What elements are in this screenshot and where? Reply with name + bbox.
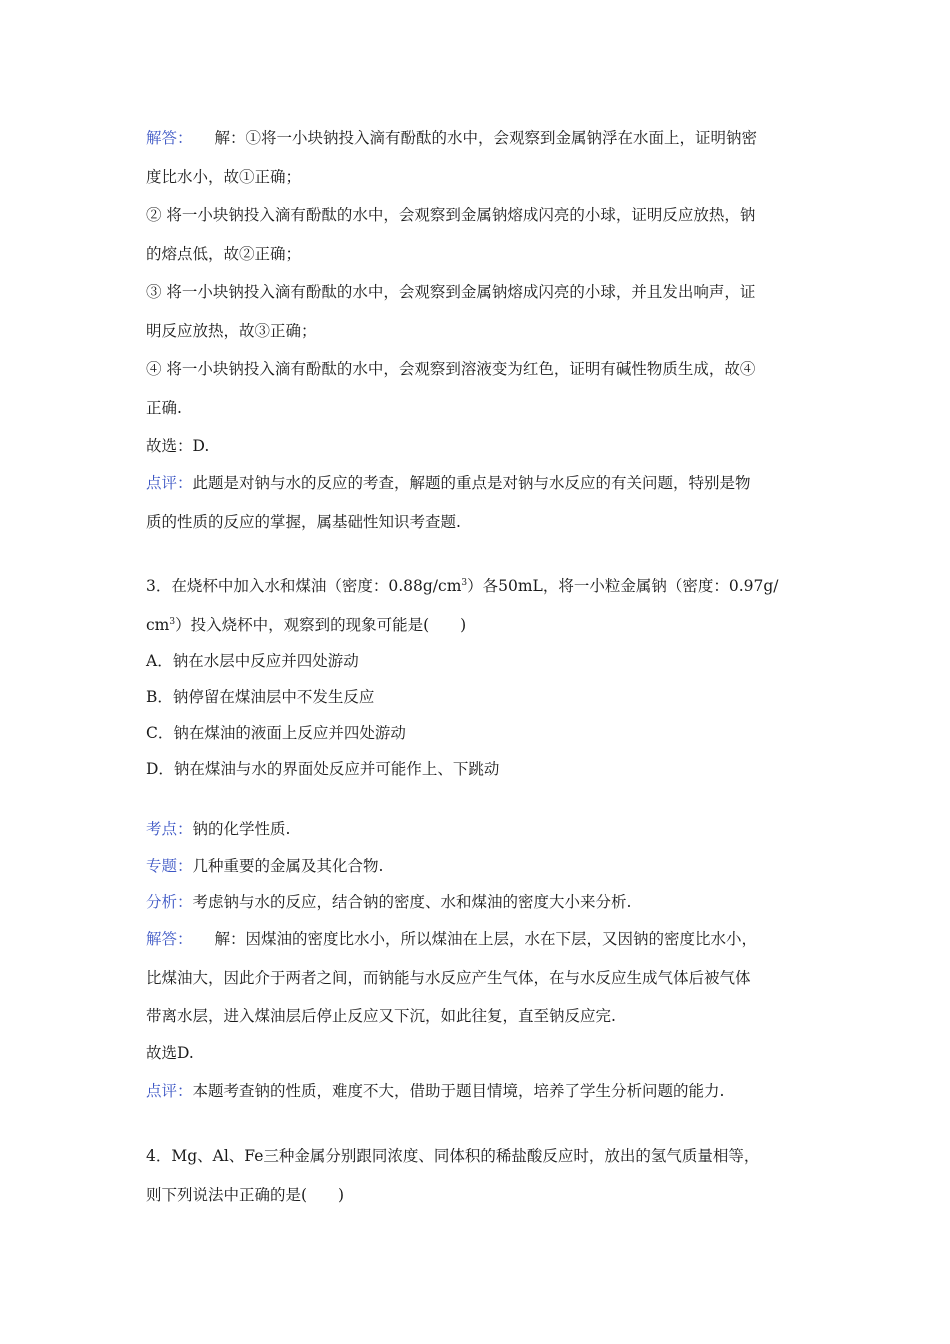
q2-answer-line-2: 度比水小，故①正确； [146, 168, 302, 186]
q3-stem-line-2 [146, 614, 826, 636]
superscript: 3 [461, 577, 468, 588]
q2-answer-line-8: 正确. [146, 399, 182, 417]
q3-topic [146, 855, 826, 877]
q3-option-b: B．钠停留在煤油层中不发生反应 [146, 688, 375, 706]
q3-option-a: A．钠在水层中反应并四处游动 [146, 652, 359, 670]
q2-answer-line-6: 明反应放热，故③正确； [146, 322, 317, 340]
q3-answer-line-1 [146, 928, 826, 950]
q3-choice: 故选D. [146, 1044, 194, 1062]
comment-label: 点评： [146, 1082, 193, 1100]
q2-answer-line-5: ③ 将一小块钠投入滴有酚酞的水中，会观察到金属钠熔成闪亮的小球，并且发出响声，证 [146, 283, 756, 301]
q3-stem-part: ）各50mL，将一小粒金属钠（密度：0.97g/ [467, 577, 779, 595]
q3-answer-line-3: 带离水层，进入煤油层后停止反应又下沉，如此往复，直至钠反应完. [146, 1007, 616, 1025]
q4-stem-line-1: 4．Mg、Al、Fe三种金属分别跟同浓度、同体积的稀盐酸反应时，放出的氢气质量相等， [146, 1147, 760, 1165]
topic-label: 专题： [146, 857, 193, 875]
q2-answer-line-3: ② 将一小块钠投入滴有酚酞的水中，会观察到金属钠熔成闪亮的小球，证明反应放热，钠 [146, 206, 756, 224]
answer-label: 解答： [146, 129, 193, 147]
comment-text: 本题考查钠的性质，难度不大，借助于题目情境，培养了学生分析问题的能力. [192, 1082, 725, 1100]
q2-answer-line-4: 的熔点低，故②正确； [146, 245, 302, 263]
q3-stem-line-1 [146, 575, 826, 597]
point-label: 考点： [146, 820, 193, 838]
q3-option-c: C．钠在煤油的液面上反应并四处游动 [146, 724, 406, 742]
q3-point [146, 818, 826, 840]
q2-comment-line-1 [146, 472, 826, 494]
answer-label: 解答： [146, 930, 193, 948]
q4-stem-line-2: 则下列说法中正确的是( ) [146, 1186, 345, 1204]
comment-label: 点评： [146, 474, 193, 492]
q3-stem-part: cm [146, 616, 170, 634]
q3-answer-line-2: 比煤油大，因此介于两者之间，而钠能与水反应产生气体，在与水反应生成气体后被气体 [146, 969, 751, 987]
answer-text: 解：因煤油的密度比水小，所以煤油在上层，水在下层，又因钠的密度比水小， [214, 930, 758, 948]
analysis-text: 考虑钠与水的反应，结合钠的密度、水和煤油的密度大小来分析. [192, 893, 632, 911]
comment-text: 此题是对钠与水的反应的考查，解题的重点是对钠与水反应的有关问题，特别是物 [192, 474, 751, 492]
answer-text: 解：①将一小块钠投入滴有酚酞的水中，会观察到金属钠浮在水面上，证明钠密 [214, 129, 758, 147]
analysis-label: 分析： [146, 893, 193, 911]
q3-analysis [146, 891, 826, 913]
q2-choice: 故选：D. [146, 437, 210, 455]
q2-answer-line-1 [146, 127, 826, 149]
q3-option-d: D．钠在煤油与水的界面处反应并可能作上、下跳动 [146, 760, 500, 778]
q3-comment [146, 1080, 826, 1102]
q2-comment-line-2: 质的性质的反应的掌握，属基础性知识考查题. [146, 513, 461, 531]
topic-text: 几种重要的金属及其化合物. [192, 857, 384, 875]
point-text: 钠的化学性质. [192, 820, 291, 838]
q2-answer-line-7: ④ 将一小块钠投入滴有酚酞的水中，会观察到溶液变为红色，证明有碱性物质生成，故④ [146, 360, 756, 378]
superscript: 3 [169, 616, 176, 627]
q3-stem-part: 3．在烧杯中加入水和煤油（密度：0.88g/cm [146, 577, 462, 595]
q3-stem-part: ）投入烧杯中，观察到的现象可能是( ) [175, 616, 467, 634]
